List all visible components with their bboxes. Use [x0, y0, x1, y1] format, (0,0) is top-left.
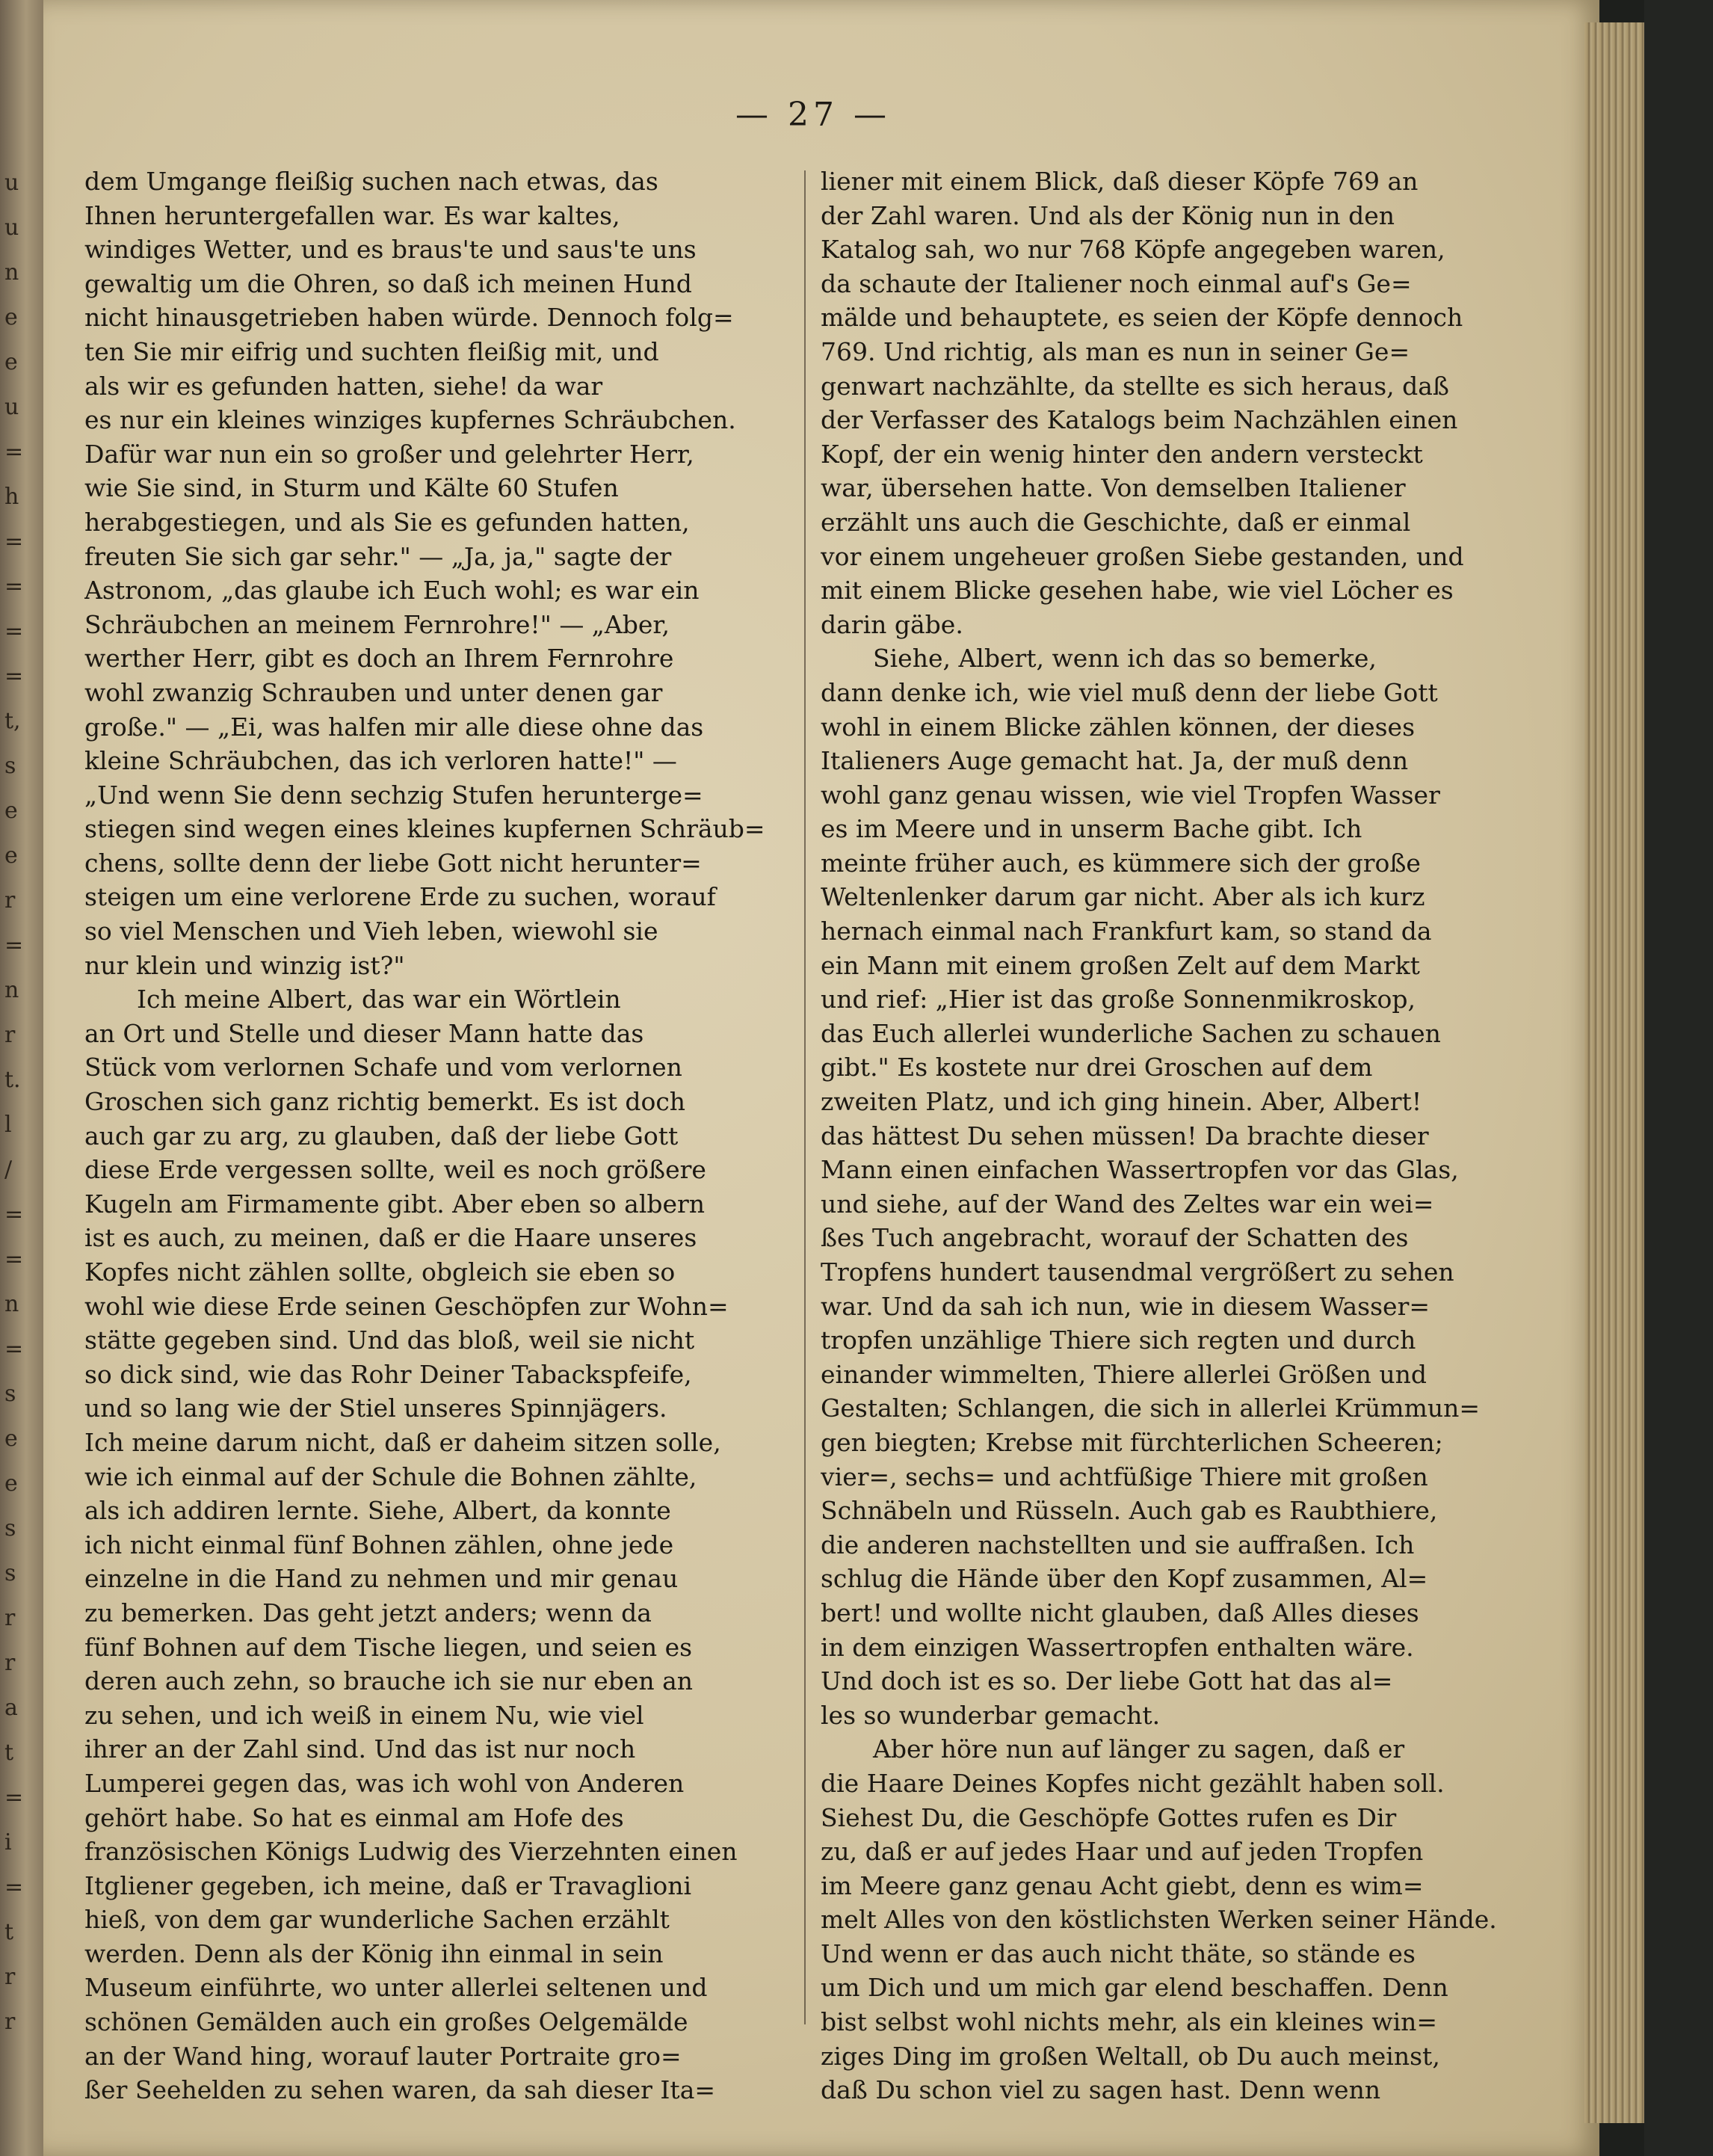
text-line: Aber höre nun auf länger zu sagen, daß er	[873, 1734, 1405, 1764]
text-line: ßes Tuch angebracht, worauf der Schatten des	[821, 1223, 1409, 1253]
text-line: Mann einen einfachen Wassertropfen vor das Glas,	[821, 1155, 1459, 1185]
text-line: ist es auch, zu meinen, daß er die Haare unseres	[84, 1223, 697, 1253]
text-line: Groschen sich ganz richtig bemerkt. Es ist doch	[84, 1087, 686, 1117]
text-line: ziges Ding im großen Weltall, ob Du auch meinst,	[821, 2041, 1440, 2071]
text-line: ein Mann mit einem großen Zelt auf dem Markt	[821, 950, 1420, 980]
book-page	[43, 0, 1599, 2156]
edge-fragment: i	[4, 1829, 12, 1855]
text-line: tropfen unzählige Thiere sich regten und durch	[821, 1325, 1416, 1355]
text-line: Katalog sah, wo nur 768 Köpfe angegeben waren,	[821, 235, 1445, 265]
text-line: fünf Bohnen auf dem Tische liegen, und seien es	[84, 1632, 693, 1662]
text-line: zweiten Platz, und ich ging hinein. Aber, Albert!	[821, 1087, 1422, 1117]
edge-fragment: u	[4, 170, 19, 196]
text-line: diese Erde vergessen sollte, weil es noch größere	[84, 1155, 706, 1185]
text-line: das hättest Du sehen müssen! Da brachte dieser	[821, 1121, 1429, 1151]
adjacent-page-edge	[0, 0, 43, 2156]
edge-fragment: /	[4, 1156, 13, 1183]
text-line: mälde und behauptete, es seien der Köpfe dennoch	[821, 303, 1463, 333]
text-line: zu sehen, und ich weiß in einem Nu, wie viel	[84, 1700, 644, 1730]
text-line: nur klein und winzig ist?"	[84, 950, 405, 980]
text-line: zu bemerken. Das geht jetzt anders; wenn da	[84, 1598, 652, 1627]
text-line: der Verfasser des Katalogs beim Nachzählen einen	[821, 405, 1458, 435]
edge-fragment: t.	[4, 1067, 21, 1093]
text-line: Italieners Auge gemacht hat. Ja, der muß denn	[821, 746, 1409, 776]
text-line: chens, sollte denn der liebe Gott nicht herunter=	[84, 848, 702, 878]
edge-fragment: =	[4, 1336, 24, 1362]
edge-fragment: r	[4, 887, 16, 914]
edge-fragment: n	[4, 977, 19, 1003]
text-line: wohl wie diese Erde seinen Geschöpfen zur Wohn=	[84, 1291, 729, 1321]
text-line: einander wimmelten, Thiere allerlei Größen und	[821, 1359, 1427, 1389]
edge-fragment: s	[4, 1515, 16, 1541]
text-line: stätte gegeben sind. Und das bloß, weil sie nicht	[84, 1325, 695, 1355]
text-line: wohl ganz genau wissen, wie viel Tropfen Wasser	[821, 780, 1440, 810]
page-number: — 27 —	[735, 96, 891, 134]
text-line: Ihnen heruntergefallen war. Es war kaltes,	[84, 200, 620, 230]
text-line: Kugeln am Firmamente gibt. Aber eben so albern	[84, 1189, 706, 1219]
text-line: Schräubchen an meinem Fernrohre!" — „Aber,	[84, 609, 670, 639]
text-line: Siehe, Albert, wenn ich das so bemerke,	[873, 644, 1377, 674]
text-line: „Und wenn Sie denn sechzig Stufen herunterge=	[84, 780, 703, 810]
text-line: Ich meine darum nicht, daß er daheim sitzen solle,	[84, 1427, 721, 1457]
text-line: Schnäbeln und Rüsseln. Auch gab es Raubthiere,	[821, 1496, 1438, 1526]
text-line: werden. Denn als der König ihn einmal in sein	[84, 1938, 664, 1968]
text-line: und siehe, auf der Wand des Zeltes war ein wei=	[821, 1189, 1434, 1219]
text-line: ßer Seehelden zu sehen waren, da sah dieser Ita=	[84, 2075, 716, 2105]
edge-fragment: n	[4, 259, 19, 286]
text-line: hernach einmal nach Frankfurt kam, so stand da	[821, 917, 1432, 946]
edge-fragment: r	[4, 2009, 16, 2035]
text-line: einzelne in die Hand zu nehmen und mir genau	[84, 1564, 679, 1594]
text-line: wohl in einem Blicke zählen können, der dieses	[821, 712, 1416, 742]
text-line: so dick sind, wie das Rohr Deiner Tabackspfeife,	[84, 1359, 692, 1389]
text-line: Stück vom verlornen Schafe und vom verlornen	[84, 1053, 682, 1082]
edge-fragment: u	[4, 215, 19, 241]
text-line: Gestalten; Schlangen, die sich in allerlei Krümmun=	[821, 1393, 1481, 1423]
text-line: melt Alles von den köstlichsten Werken seiner Hände.	[821, 1905, 1497, 1935]
edge-fragment: t,	[4, 708, 21, 734]
text-line: dem Umgange fleißig suchen nach etwas, das	[84, 167, 658, 196]
edge-fragment: a	[4, 1695, 18, 1721]
text-line: schönen Gemälden auch ein großes Oelgemälde	[84, 2007, 688, 2037]
text-line: Kopfes nicht zählen sollte, obgleich sie eben so	[84, 1257, 676, 1287]
text-line: wohl zwanzig Schrauben und unter denen gar	[84, 677, 663, 707]
text-line: ten Sie mir eifrig und suchten fleißig mit, und	[84, 336, 659, 366]
text-line: bist selbst wohl nichts mehr, als ein kleines win=	[821, 2007, 1438, 2037]
text-line: werther Herr, gibt es doch an Ihrem Fernrohre	[84, 644, 674, 674]
edge-fragment: n	[4, 1291, 19, 1317]
book-cover	[1644, 0, 1713, 2156]
text-line: der Zahl waren. Und als der König nun in den	[821, 200, 1395, 230]
edge-fragment: e	[4, 1426, 18, 1452]
edge-fragment: =	[4, 663, 24, 689]
text-line: les so wunderbar gemacht.	[821, 1700, 1161, 1730]
text-line: zu, daß er auf jedes Haar und auf jeden Tropfen	[821, 1837, 1424, 1867]
edge-fragment: h	[4, 484, 19, 510]
text-line: Dafür war nun ein so großer und gelehrter Herr,	[84, 439, 694, 469]
text-line: Kopf, der ein wenig hinter den andern versteckt	[821, 439, 1423, 469]
text-line: mit einem Blicke gesehen habe, wie viel Löcher es	[821, 576, 1454, 606]
text-line: wie ich einmal auf der Schule die Bohnen zählte,	[84, 1462, 697, 1491]
text-line: kleine Schräubchen, das ich verloren hatte!" —	[84, 746, 677, 776]
text-line: gibt." Es kostete nur drei Groschen auf dem	[821, 1053, 1373, 1082]
edge-fragment: =	[4, 573, 24, 600]
text-line: um Dich und um mich gar elend beschaffen. Denn	[821, 1973, 1448, 2003]
text-line: Und wenn er das auch nicht thäte, so stände es	[821, 1938, 1416, 1968]
text-line: daß Du schon viel zu sagen hast. Denn wenn	[821, 2075, 1381, 2105]
edge-fragment: e	[4, 1470, 18, 1497]
edge-fragment: e	[4, 304, 18, 330]
text-line: die Haare Deines Kopfes nicht gezählt haben soll.	[821, 1768, 1445, 1798]
edge-fragment: r	[4, 1650, 16, 1676]
text-line: in dem einzigen Wassertropfen enthalten wäre.	[821, 1632, 1414, 1662]
edge-fragment: s	[4, 1381, 16, 1407]
text-line: gewaltig um die Ohren, so daß ich meinen Hund	[84, 268, 692, 298]
text-line: da schaute der Italiener noch einmal auf's Ge=	[821, 268, 1412, 298]
edge-fragment: =	[4, 1201, 24, 1228]
text-line: es im Meere und in unserm Bache gibt. Ich	[821, 814, 1362, 844]
text-line: meinte früher auch, es kümmere sich der große	[821, 848, 1421, 878]
text-line: schlug die Hände über den Kopf zusammen, Al=	[821, 1564, 1428, 1594]
edge-fragment: =	[4, 1874, 24, 1900]
text-line: an der Wand hing, worauf lauter Portraite gro=	[84, 2041, 682, 2071]
text-line: Lumperei gegen das, was ich wohl von Anderen	[84, 1768, 685, 1798]
text-line: liener mit einem Blick, daß dieser Köpfe 769 an	[821, 167, 1419, 196]
text-line: Und doch ist es so. Der liebe Gott hat das al=	[821, 1666, 1393, 1696]
text-column-left	[84, 164, 787, 2107]
edge-fragment: =	[4, 529, 24, 555]
edge-fragment: r	[4, 1964, 16, 1990]
text-column-right	[821, 164, 1538, 2107]
text-line: dann denke ich, wie viel muß denn der liebe Gott	[821, 677, 1438, 707]
edge-fragment: t	[4, 1740, 14, 1766]
text-line: hieß, von dem gar wunderliche Sachen erzählt	[84, 1905, 670, 1935]
text-line: ihrer an der Zahl sind. Und das ist nur noch	[84, 1734, 636, 1764]
edge-fragment: r	[4, 1022, 16, 1048]
text-line: Museum einführte, wo unter allerlei seltenen und	[84, 1973, 708, 2003]
column-divider	[804, 170, 806, 2024]
text-line: im Meere ganz genau Acht giebt, denn es wim=	[821, 1870, 1424, 1900]
text-line: herabgestiegen, und als Sie es gefunden hatten,	[84, 507, 690, 537]
text-line: Weltenlenker darum gar nicht. Aber als ich kurz	[821, 882, 1425, 912]
edge-fragment: s	[4, 1560, 16, 1586]
text-line: Ich meine Albert, das war ein Wörtlein	[137, 985, 621, 1014]
text-line: wie Sie sind, in Sturm und Kälte 60 Stufen	[84, 473, 619, 503]
text-line: Tropfens hundert tausendmal vergrößert zu sehen	[821, 1257, 1454, 1287]
edge-fragment: l	[4, 1112, 12, 1138]
text-line: es nur ein kleines winziges kupfernes Schräubchen.	[84, 405, 736, 435]
text-line: war. Und da sah ich nun, wie in diesem Wasser=	[821, 1291, 1430, 1321]
text-line: Itgliener gegeben, ich meine, daß er Travaglioni	[84, 1870, 692, 1900]
edge-fragment: e	[4, 798, 18, 824]
text-line: nicht hinausgetrieben haben würde. Dennoch folg=	[84, 303, 734, 333]
text-line: als ich addiren lernte. Siehe, Albert, da konnte	[84, 1496, 671, 1526]
text-line: vor einem ungeheuer großen Siebe gestanden, und	[821, 541, 1464, 571]
text-line: bert! und wollte nicht glauben, daß Alles dieses	[821, 1598, 1419, 1627]
text-line: gen biegten; Krebse mit fürchterlichen Scheeren;	[821, 1427, 1443, 1457]
edge-fragment: e	[4, 843, 18, 869]
edge-fragment: =	[4, 1246, 24, 1272]
text-line: vier=, sechs= und achtfüßige Thiere mit großen	[821, 1462, 1428, 1491]
text-line: windiges Wetter, und es braus'te und saus'te uns	[84, 235, 697, 265]
text-line: erzählt uns auch die Geschichte, daß er einmal	[821, 507, 1411, 537]
text-line: auch gar zu arg, zu glauben, daß der liebe Gott	[84, 1121, 679, 1151]
text-line: als wir es gefunden hatten, siehe! da war	[84, 371, 603, 401]
text-line: genwart nachzählte, da stellte es sich heraus, daß	[821, 371, 1449, 401]
edge-fragment: s	[4, 753, 16, 779]
edge-fragment: =	[4, 439, 24, 465]
text-line: französischen Königs Ludwig des Vierzehnten einen	[84, 1837, 738, 1867]
text-line: die anderen nachstellten und sie auffraßen. Ich	[821, 1530, 1415, 1559]
text-line: an Ort und Stelle und dieser Mann hatte das	[84, 1018, 644, 1048]
text-line: war, übersehen hatte. Von demselben Italiener	[821, 473, 1406, 503]
text-line: darin gäbe.	[821, 609, 963, 639]
edge-fragment: u	[4, 394, 19, 420]
edge-fragment: e	[4, 349, 18, 375]
text-line: stiegen sind wegen eines kleines kupfernen Schräub=	[84, 814, 765, 844]
edge-fragment: =	[4, 1784, 24, 1811]
text-line: freuten Sie sich gar sehr." — „Ja, ja," sagte der	[84, 541, 672, 571]
text-line: große." — „Ei, was halfen mir alle diese ohne das	[84, 712, 704, 742]
text-line: gehört habe. So hat es einmal am Hofe des	[84, 1802, 624, 1832]
edge-fragment: =	[4, 618, 24, 644]
text-line: steigen um eine verlorene Erde zu suchen, worauf	[84, 882, 716, 912]
text-line: und so lang wie der Stiel unseres Spinnjägers.	[84, 1393, 667, 1423]
text-line: Siehest Du, die Geschöpfe Gottes rufen es Dir	[821, 1802, 1397, 1832]
edge-fragment: t	[4, 1919, 14, 1945]
text-line: 769. Und richtig, als man es nun in seiner Ge=	[821, 336, 1410, 366]
text-line: Astronom, „das glaube ich Euch wohl; es war ein	[84, 576, 700, 606]
edge-fragment: =	[4, 932, 24, 958]
text-line: und rief: „Hier ist das große Sonnenmikroskop,	[821, 985, 1416, 1014]
text-line: deren auch zehn, so brauche ich sie nur eben an	[84, 1666, 694, 1696]
text-line: ich nicht einmal fünf Bohnen zählen, ohne jede	[84, 1530, 674, 1559]
text-line: das Euch allerlei wunderliche Sachen zu schauen	[821, 1018, 1441, 1048]
text-line: so viel Menschen und Vieh leben, wiewohl sie	[84, 917, 658, 946]
edge-fragment: r	[4, 1605, 16, 1631]
